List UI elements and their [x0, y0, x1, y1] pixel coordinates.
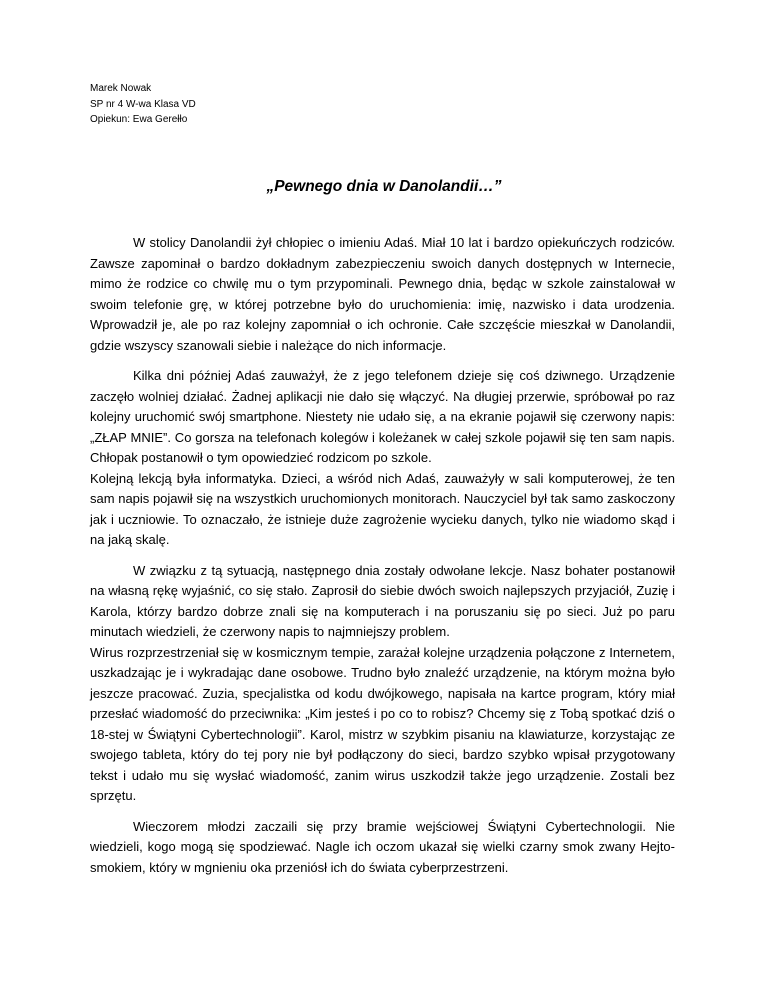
- author-name: Marek Nowak: [90, 83, 152, 94]
- paragraph: Wieczorem młodzi zaczaili się przy bramie wejściowej Świątyni Cybertechnologii. Nie wiedzieli, kogo mogą się spodziewać. Nagle ich oczom ukazał się wielki czarny smok zwany Hejto-smokiem, który w mgnieniu oka przeniósł ich do świata cyberprzestrzeni.: [90, 818, 675, 875]
- paragraph: W związku z tą sytuacją, następnego dnia zostały odwołane lekcje. Nasz bohater postanowił na własną rękę wyjaśnić, co się stało. Zaprosił do siebie dwóch swoich najlepszych przyjaciół, Zuzię i Karola, którzy bardzo dobrze znali się na komputerach i na poruszaniu się po sieci. Już po paru minutach wiedzieli, że czerwony napis to najmniejszy problem.: [90, 562, 675, 639]
- school-class: SP nr 4 W-wa Klasa VD: [90, 98, 196, 110]
- paragraph: Kilka dni później Adaś zauważył, że z jego telefonem dzieje się coś dziwnego. Urządzenie zaczęło wolniej działać. Żadnej aplikacji nie dało się włączyć. Na długiej przerwie, spróbował po raz kolejny uruchomić swój smartphone. Niestety nie udało się, a na ekranie pojawił się czerwony napis: „ZŁAP MNIE”. Co gorsza na telefonach kolegów i koleżanek w całej szkole pojawił się ten sam napis. Chłopak postanowił o tym opowiedzieć rodzicom po szkole.: [90, 368, 675, 465]
- author-header: [90, 81, 196, 128]
- paragraph: W stolicy Danolandii żył chłopiec o imieniu Adaś. Miał 10 lat i bardzo opiekuńczych rodziców. Zawsze zapominał o bardzo dokładnym zabezpieczeniu swoich danych dostępnych w Internecie, mimo że rodzice co chwilę mu o tym przypominali. Pewnego dnia, będąc w szkole zainstalował w swoim telefonie grę, w której potrzebne było do uruchomienia: imię, nazwisko i data urodzenia. Wprowadził je, ale po raz kolejny zapomniał o ich ochronie. Całe szczęście mieszkał w Danolandii, gdzie wszyscy szanowali siebie i należące do nich informacje.: [90, 235, 675, 353]
- paragraph: Kolejną lekcją była informatyka. Dzieci, a wśród nich Adaś, zauważyły w sali komputerowej, że ten sam napis pojawił się na wszystkich uruchomionych monitorach. Nauczyciel był tak samo zaskoczony jak i uczniowie. To oznaczało, że istnieje duże zagrożenie wycieku danych, tylko nie wiadomo skąd i na jaką skalę.: [90, 470, 675, 547]
- supervisor-name: Opiekun: Ewa Gerełło: [90, 114, 188, 125]
- paragraph: Wirus rozprzestrzeniał się w kosmicznym tempie, zarażał kolejne urządzenia połączone z Internetem, uszkadzając je i wykradając dane osobowe. Trudno było znaleźć urządzenie, na którym można było jeszcze pracować. Zuzia, specjalistka od kodu dwójkowego, napisała na kartce program, który miał przesłać wiadomość do przeciwnika: „Kim jesteś i po co to robisz? Chcemy się z Tobą spotkać dziś o 18-stej w Świątyni Cybertechnologii”. Karol, mistrz w szybkim pisaniu na klawiaturze, korzystając ze swojego tableta, który do tej pory nie był podłączony do sieci, bardzo szybko wpisał przygotowany tekst i udało mu się wysłać wiadomość, zanim wirus uszkodził także jego urządzenie. Zostali bez sprzętu.: [90, 644, 675, 803]
- story-title: „Pewnego dnia w Danolandii…”: [266, 178, 502, 195]
- story-body: [90, 233, 675, 878]
